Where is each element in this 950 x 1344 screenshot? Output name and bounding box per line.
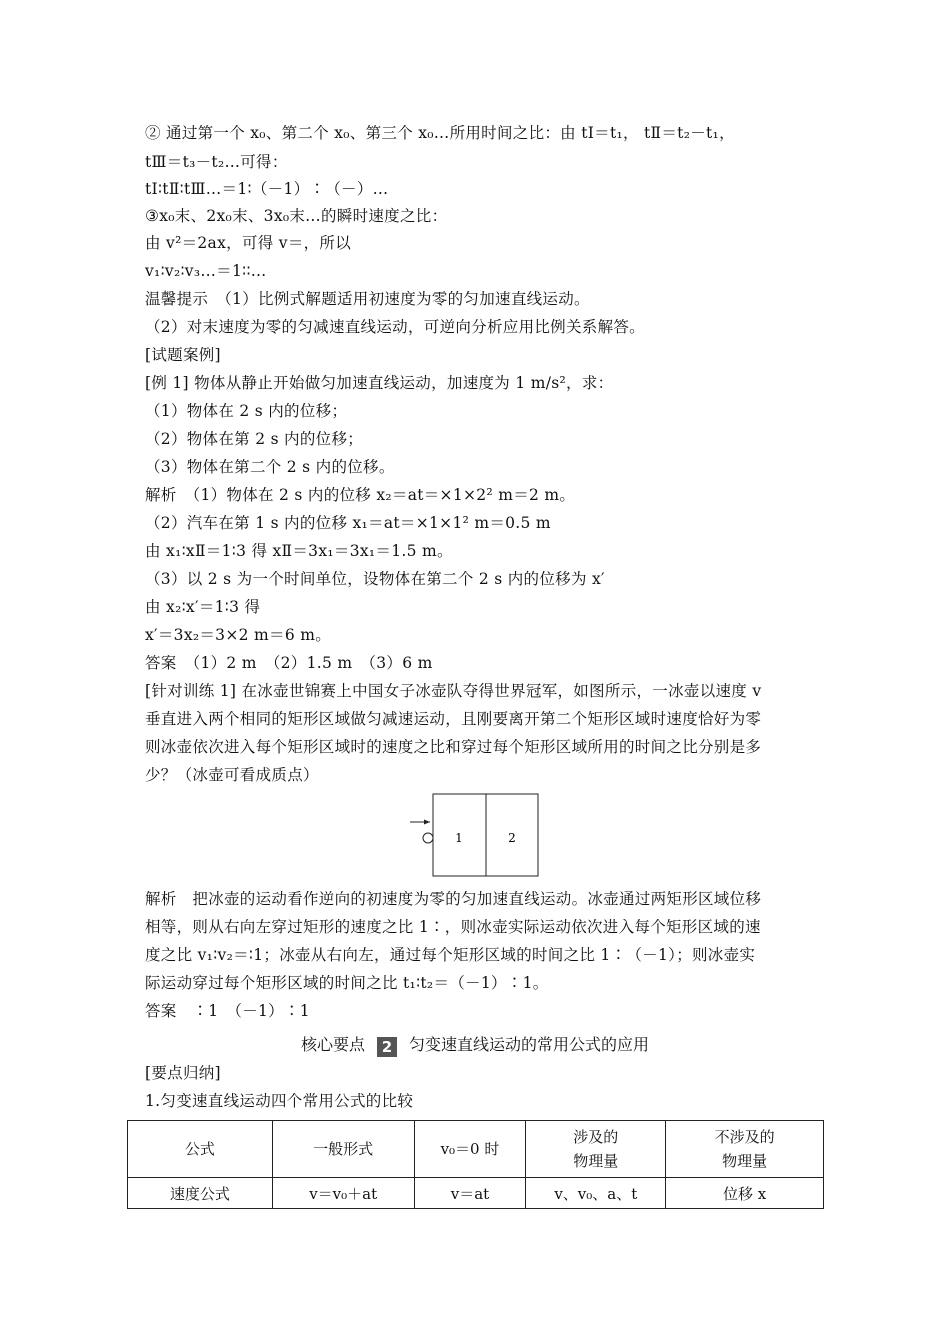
table-cell: 速度公式 <box>128 1178 273 1209</box>
exercise-line: 垂直进入两个相同的矩形区域做匀减速运动，且刚要离开第二个矩形区域时速度恰好为零 <box>145 710 762 728</box>
solution-line: 解析 把冰壶的运动看作逆向的初速度为零的匀加速直线运动。冰壶通过两矩形区域位移 <box>145 890 762 908</box>
arrow-head-icon <box>424 820 430 825</box>
exercise-line: 则冰壶依次进入每个矩形区域时的速度之比和穿过每个矩形区域所用的时间之比分别是多 <box>145 738 762 756</box>
table-header-row <box>128 1121 824 1178</box>
question-line: （2）物体在第 2 s 内的位移； <box>145 430 364 448</box>
text-line: ③x₀末、2x₀末、3x₀末…的瞬时速度之比： <box>145 207 448 225</box>
table-cell: v、v₀、a、t <box>526 1178 666 1209</box>
solution-line: （3）以 2 s 为一个时间单位，设物体在第二个 2 s 内的位移为 x′ <box>145 570 605 588</box>
formula-comparison-table <box>127 1120 824 1209</box>
table-header-cell: v₀＝0 时 <box>414 1121 526 1178</box>
text-line: 由 v²＝2ax，可得 v＝，所以 <box>145 234 352 252</box>
solution-line: （2）汽车在第 1 s 内的位移 x₁＝at＝×1×1² m＝0.5 m <box>145 514 551 532</box>
question-line: （1）物体在 2 s 内的位移； <box>145 402 348 420</box>
text-line: tⅢ＝t₃－t₂…可得： <box>145 153 288 171</box>
table-cell: 位移 x <box>666 1178 824 1209</box>
table-header-cell: 一般形式 <box>272 1121 414 1178</box>
tip-line: （2）对末速度为零的匀减速直线运动，可逆向分析应用比例关系解答。 <box>145 318 645 336</box>
solution-line: x′＝3x₂＝3×2 m＝6 m。 <box>145 626 331 644</box>
exercise-line: 少？（冰壶可看成质点） <box>145 766 319 784</box>
tip-line: 温馨提示 （1）比例式解题适用初速度为零的匀加速直线运动。 <box>145 290 590 308</box>
curling-figure <box>408 792 542 878</box>
table-cell: v＝v₀＋at <box>272 1178 414 1209</box>
section-number-badge: 2 <box>377 1037 397 1057</box>
region-1-label: 1 <box>455 831 463 845</box>
table-row <box>128 1178 824 1209</box>
table-header-cell: 不涉及的 物理量 <box>666 1121 824 1178</box>
subsection-label: [要点归纳] <box>145 1064 221 1082</box>
answer-line: 答案 （1）2 m （2）1.5 m （3）6 m <box>145 654 433 672</box>
exercise-line: [针对训练 1] 在冰壶世锦赛上中国女子冰壶队夺得世界冠军，如图所示，一冰壶以速度 v <box>145 682 762 700</box>
solution-line: 际运动穿过每个矩形区域的时间之比 t₁∶t₂＝（－1）∶1。 <box>145 974 549 992</box>
answer-line: 答案 ∶1 （－1）∶1 <box>145 1002 310 1020</box>
solution-line: 相等，则从右向左穿过矩形的速度之比 1∶，则冰壶实际运动依次进入每个矩形区域的速 <box>145 918 761 936</box>
example-title: [例 1] 物体从静止开始做匀加速直线运动，加速度为 1 m/s²，求： <box>145 374 614 392</box>
text-line: v₁∶v₂∶v₃…＝1∶∶… <box>145 262 267 280</box>
subsection-title: 1.匀变速直线运动四个常用公式的比较 <box>145 1092 414 1110</box>
section-title: 匀变速直线运动的常用公式的应用 <box>409 1035 650 1054</box>
table-header-cell: 公式 <box>128 1121 273 1178</box>
solution-line: 由 x₁∶xⅡ＝1∶3 得 xⅡ＝3x₁＝3x₁＝1.5 m。 <box>145 542 453 560</box>
table-cell: v＝at <box>414 1178 526 1209</box>
solution-line: 由 x₂∶x′＝1∶3 得 <box>145 598 261 616</box>
question-line: （3）物体在第二个 2 s 内的位移。 <box>145 458 395 476</box>
curling-stone-icon <box>423 833 433 843</box>
solution-line: 度之比 v₁∶v₂＝∶1；冰壶从右向左，通过每个矩形区域的时间之比 1∶（－1）；则冰壶实 <box>145 946 756 964</box>
text-line: tⅠ∶tⅡ∶tⅢ…＝1∶（－1）∶（－）… <box>145 180 389 198</box>
section-label: [试题案例] <box>145 346 221 364</box>
region-2-label: 2 <box>508 831 516 845</box>
table-header-cell: 涉及的 物理量 <box>526 1121 666 1178</box>
section-prefix: 核心要点 <box>300 1035 365 1054</box>
text-line: ② 通过第一个 x₀、第二个 x₀、第三个 x₀…所用时间之比：由 tⅠ＝t₁， tⅡ＝t₂－t₁， <box>145 124 735 142</box>
solution-line: 解析 （1）物体在 2 s 内的位移 x₂＝at＝×1×2² m＝2 m。 <box>145 486 576 504</box>
section-heading <box>0 1032 950 1057</box>
